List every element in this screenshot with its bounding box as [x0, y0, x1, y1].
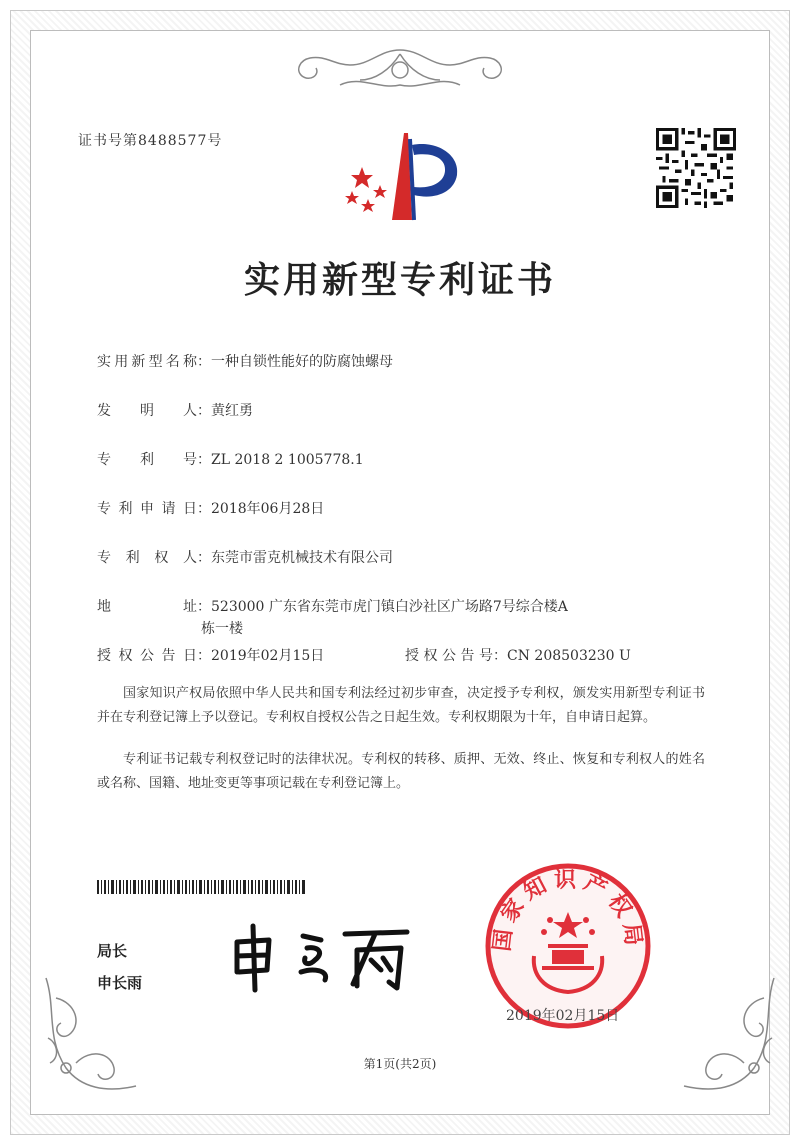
field-value: CN 208503230 U [507, 648, 631, 664]
field-value: 523000 广东省东莞市虎门镇白沙社区广场路7号综合楼A [211, 599, 568, 615]
field-grant-announcement-date: 授权公告日：2019年02月15日 [97, 645, 324, 665]
qr-code-icon [656, 128, 736, 208]
field-label: 授权公告号 [405, 648, 493, 664]
official-name: 申长雨 [97, 974, 143, 992]
field-value: 黄红勇 [211, 403, 253, 419]
svg-text:国家知识产权局: 国家知识产权局 [489, 867, 647, 953]
field-label: 专利权人 [97, 550, 197, 566]
page-footer: 第1页(共2页) [363, 1057, 437, 1071]
field-inventor: 发明人：黄红勇 [97, 400, 253, 420]
certificate-title: 实用新型专利证书 [243, 259, 556, 301]
patent-office-emblem-icon [342, 125, 472, 225]
field-patent-number: 专利号：ZL 2018 2 1005778.1 [97, 449, 364, 469]
field-application-date: 专利申请日：2018年06月28日 [97, 498, 324, 518]
field-patentee: 专利权人：东莞市雷克机械技术有限公司 [97, 547, 393, 567]
field-utility-model-name: 实用新型名称：一种自锁性能好的防腐蚀螺母 [97, 351, 393, 371]
field-label: 地址 [97, 599, 197, 615]
director-signature-icon [225, 920, 415, 995]
field-value: 东莞市雷克机械技术有限公司 [211, 550, 393, 566]
field-label: 发明人 [97, 403, 197, 419]
bottom-right-ornament-icon [664, 968, 784, 1098]
top-ornament-icon [280, 40, 520, 100]
field-address-line2: 栋一楼 [201, 621, 243, 637]
issue-date: 2019年02月15日 [506, 1008, 620, 1024]
legal-paragraph-2: 专利证书记载专利权登记时的法律状况。专利权的转移、质押、无效、终止、恢复和专利权人的姓名或名称、国籍、地址变更等事项记载在专利登记簿上。 [97, 752, 705, 791]
field-grant-announcement-number: 授权公告号：CN 208503230 U [405, 645, 631, 665]
field-label: 专利号 [97, 452, 197, 468]
field-value: 2018年06月28日 [211, 501, 325, 517]
field-label: 专利申请日 [97, 501, 197, 517]
legal-paragraph-1: 国家知识产权局依照中华人民共和国专利法经过初步审查，决定授予专利权，颁发实用新型专利证书并在专利登记簿上予以登记。专利权自授权公告之日起生效。专利权期限为十年，自申请日起算。 [97, 686, 705, 725]
field-value: 2019年02月15日 [211, 648, 325, 664]
official-title: 局长 [97, 942, 128, 960]
field-value: 一种自锁性能好的防腐蚀螺母 [211, 354, 393, 370]
field-value: ZL 2018 2 1005778.1 [211, 452, 364, 468]
field-address: 地址：523000 广东省东莞市虎门镇白沙社区广场路7号综合楼A [97, 596, 568, 616]
field-label: 实用新型名称 [97, 354, 197, 370]
certificate-number: 证书号第8488577号 [78, 133, 223, 149]
barcode-icon [97, 880, 305, 894]
field-label: 授权公告日 [97, 648, 197, 664]
